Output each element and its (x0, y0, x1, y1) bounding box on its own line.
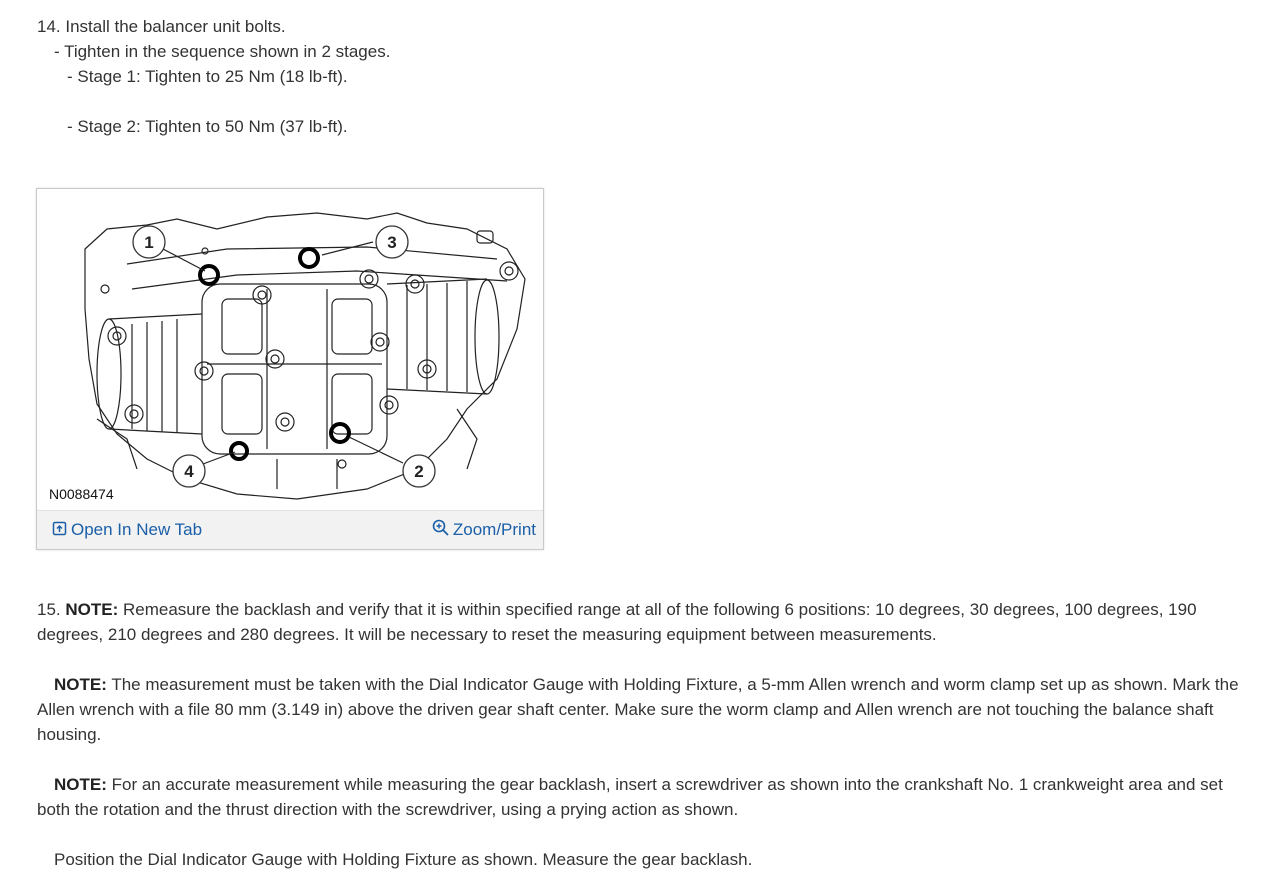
open-in-new-tab-label: Open In New Tab (71, 520, 203, 539)
figure-code: N0088474 (49, 486, 114, 502)
note-label: NOTE: (65, 600, 119, 619)
note-3-text: For an accurate measurement while measuring the gear backlash, insert a screwdriver as shown into the crankshaft No. 1 crankweight area and set both the rotation and the thrust direction with the screwdriver, using a prying action as shown. (37, 775, 1223, 819)
open-in-new-tab-link[interactable] (52, 519, 202, 541)
position-text: Position the Dial Indicator Gauge with Holding Fixture as shown. Measure the gear backlash. (54, 850, 753, 869)
note-1-text: Remeasure the backlash and verify that it is within specified range at all of the following 6 positions: 10 degrees, 30 degrees, 100 degrees, 190 degrees, 210 degrees and 280 degrees. It will be necessary to reset the measuring equipment between measurements. (37, 600, 1197, 644)
zoom-print-label: Zoom/Print (452, 520, 536, 539)
step-15-number: 15. (37, 600, 61, 619)
step-14-instruction: - Tighten in the sequence shown in 2 stages. (54, 42, 391, 61)
stage-2-text: - Stage 2: Tighten to 50 Nm (37 lb-ft). (67, 117, 348, 136)
note-2-text: The measurement must be taken with the Dial Indicator Gauge with Holding Fixture, a 5-mm Allen wrench and worm clamp set up as shown. Mark the Allen wrench with a file 80 mm (3.149 in) above the driven gear shaft center. Make sure the worm clamp and Allen wrench are not touching the balance shaft housing. (37, 675, 1239, 744)
balancer-unit-illustration (37, 189, 543, 509)
step-14 (37, 14, 390, 139)
step-15-position (37, 847, 1257, 872)
balancer-bolt-figure (36, 188, 544, 550)
step-14-title: 14. Install the balancer unit bolts. (37, 17, 286, 36)
step-15-note-2 (37, 672, 1257, 747)
callout-3: 3 (387, 233, 397, 252)
zoom-print-link[interactable] (432, 519, 536, 541)
figure-toolbar (37, 510, 543, 549)
step-15-note-1 (37, 597, 1257, 647)
note-label: NOTE: (54, 675, 107, 694)
open-in-new-tab-icon (52, 520, 71, 539)
stage-1-text: - Stage 1: Tighten to 25 Nm (18 lb-ft). (67, 67, 348, 86)
step-15 (37, 597, 1257, 872)
note-label: NOTE: (54, 775, 107, 794)
step-15-note-3 (37, 772, 1257, 822)
callout-2: 2 (414, 462, 424, 481)
callout-4: 4 (184, 462, 194, 481)
callout-1: 1 (144, 233, 154, 252)
zoom-in-icon (432, 520, 453, 539)
